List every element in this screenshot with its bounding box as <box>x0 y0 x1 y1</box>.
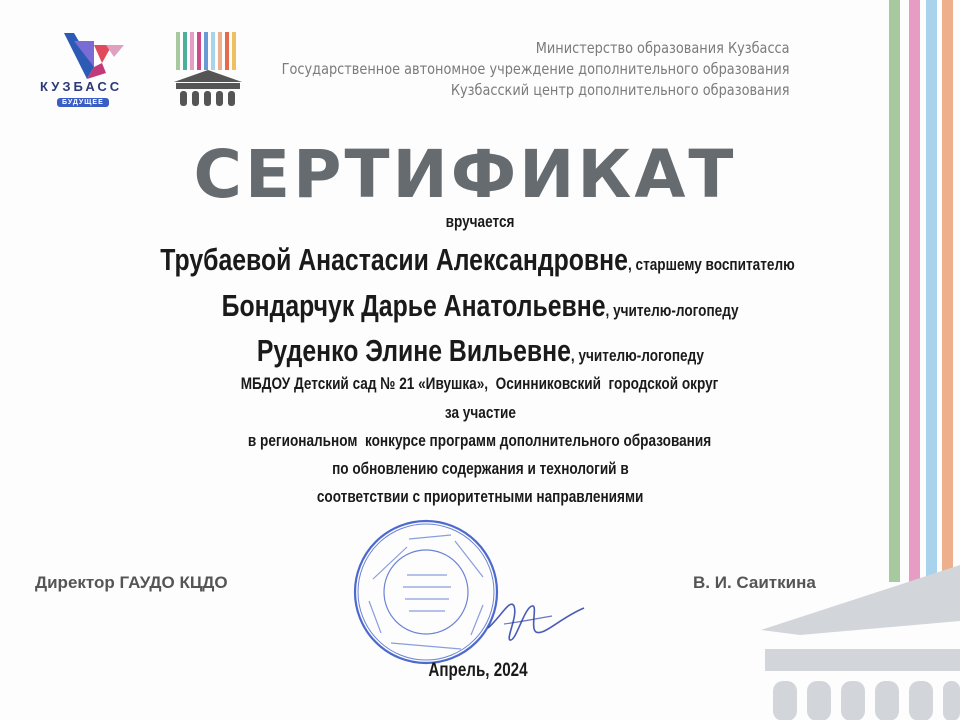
header-center: Кузбасский центр дополнительного образования <box>451 81 790 99</box>
issue-date-row <box>0 660 958 682</box>
signatory-name: В. И. Саиткина <box>693 573 816 592</box>
reason-row <box>0 403 960 423</box>
recipient-role: , старшему воспитателю <box>628 255 796 274</box>
reason-line-2: в региональном конкурсе программ дополнительного образования <box>248 431 712 450</box>
kuzbass-logo-mark <box>62 33 126 81</box>
reason-row <box>0 487 960 507</box>
reason-row <box>0 431 960 451</box>
awarded-label-row <box>0 212 960 232</box>
recipient-name: Трубаевой Анастасии Александровне <box>160 242 629 277</box>
reason-line-1: за участие <box>444 403 516 422</box>
recipient-line <box>221 288 738 324</box>
recipient-name: Руденко Элине Вильевне <box>256 333 571 368</box>
official-stamp-seal <box>351 517 501 667</box>
kuzbass-logo-tagline: БУДУЩЕЕ <box>57 98 109 107</box>
handwritten-signature <box>480 588 590 648</box>
header-ministry: Министерство образования Кузбасса <box>536 39 790 57</box>
recipient-row <box>0 242 958 278</box>
recipient-role: , учителю-логопеду <box>605 301 739 320</box>
certificate-title: СЕРТИФИКАТ <box>193 136 737 213</box>
recipient-name: Бондарчук Дарье Анатольевне <box>221 288 606 323</box>
recipient-line <box>161 242 795 278</box>
signatory-position: Директор ГАУДО КЦДО <box>35 573 228 592</box>
reason-row <box>0 459 960 479</box>
reason-line-4: соответствии с приоритетными направлениями <box>316 487 644 506</box>
recipient-role: , учителю-логопеду <box>570 346 704 365</box>
recipient-line <box>256 333 703 369</box>
recipient-row <box>0 288 960 324</box>
reason-line-3: по обновлению содержания и технологий в <box>331 459 629 478</box>
issuer-header <box>282 38 790 101</box>
kcdo-logo-mark <box>174 32 242 106</box>
organization-row <box>0 374 960 394</box>
awarded-label: вручается <box>445 212 515 231</box>
kuzbass-logo-name: КУЗБАСС <box>40 79 123 94</box>
issue-date: Апрель, 2024 <box>428 660 528 681</box>
organization: МБДОУ Детский сад № 21 «Ивушка», Осинниковский городской округ <box>241 374 719 393</box>
recipient-row <box>0 333 960 369</box>
header-institution: Государственное автономное учреждение дополнительного образования <box>282 60 790 78</box>
